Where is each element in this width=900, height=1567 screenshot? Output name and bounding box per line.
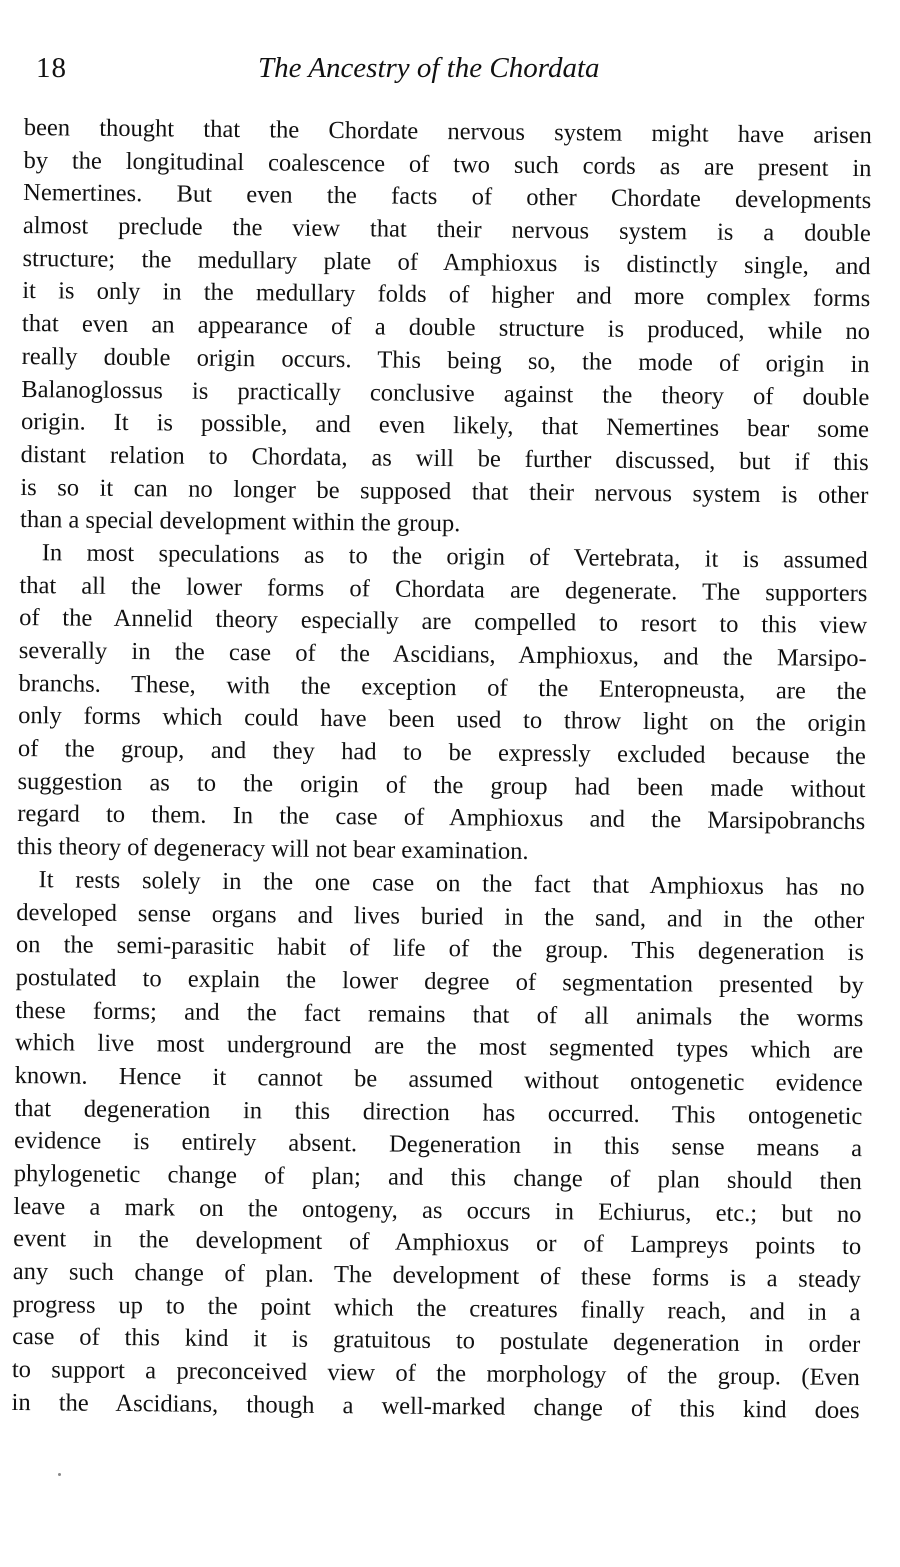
- text-line: of the Annelid theory especially are compelled to resort to this view: [19, 604, 868, 640]
- text-line: in the Ascidians, though a well-marked change of this kind does: [11, 1388, 860, 1424]
- text-line: is so it can no longer be supposed that their nervous system is other: [20, 473, 869, 509]
- text-line: on the semi-parasitic habit of life of the group. This degeneration is: [15, 931, 865, 967]
- text-line: than a special development within the group.: [19, 506, 461, 538]
- text-line: been thought that the Chordate nervous system might have arisen: [23, 113, 872, 150]
- text-line: phylogenetic change of plan; and this change of plan should then: [13, 1159, 862, 1196]
- paragraph-3: [11, 864, 864, 1428]
- text-line: only forms which could have been used to throw light on the origin: [18, 702, 867, 738]
- text-line: to support a preconceived view of the morphology of the group. (Even: [11, 1356, 861, 1392]
- text-line: branchs. These, with the exception of the Enteropneusta, are the: [18, 669, 867, 705]
- paper-speck: [58, 1473, 61, 1476]
- text-line: it is only in the medullary folds of higher and more complex forms: [22, 277, 871, 313]
- text-line: this theory of degeneracy will not bear examination.: [16, 833, 529, 866]
- text-line: progress up to the point which the creatures finally reach, and in a: [12, 1290, 861, 1326]
- text-line: of the group, and they had to be expressly excluded because the: [17, 735, 866, 771]
- text-line: that even an appearance of a double structure is produced, while no: [21, 310, 871, 346]
- text-line: postulated to explain the lower degree of segmentation presented by: [15, 963, 864, 999]
- text-line: regard to them. In the case of Amphioxus and the Marsipobranchs: [17, 800, 866, 836]
- text-line: developed sense organs and lives buried in the sand, and in the other: [16, 898, 865, 934]
- text-line: case of this kind it is gratuitous to postulate degeneration in order: [12, 1323, 861, 1359]
- text-line: these forms; and the fact remains that of all animals the worms: [15, 996, 864, 1032]
- text-line: evidence is entirely absent. Degeneration in this sense means a: [13, 1127, 863, 1163]
- text-line: which live most underground are the most segmented types which are: [14, 1029, 864, 1065]
- text-line: by the longitudinal coalescence of two such cords as are present in: [23, 146, 872, 182]
- text-line: leave a mark on the ontogeny, as occurs in Echiurus, etc.; but no: [13, 1192, 862, 1228]
- text-line: structure; the medullary plate of Amphioxus is distinctly single, and: [22, 244, 871, 280]
- text-line: distant relation to Chordata, as will be further discussed, but if this: [20, 440, 869, 476]
- text-line: Balanoglossus is practically conclusive against the theory of double: [21, 375, 870, 411]
- page-number: 18: [36, 52, 67, 84]
- text-line: In most speculations as to the origin of Vertebrata, it is assumed: [41, 539, 868, 575]
- text-line: Nemertines. But even the facts of other Chordate developments: [23, 179, 872, 215]
- running-title: The Ancestry of the Chordata: [258, 52, 600, 84]
- text-line: that all the lower forms of Chordata are degenerate. The supporters: [19, 571, 868, 607]
- text-line: severally in the case of the Ascidians, Amphioxus, and the Marsipo-: [18, 636, 867, 673]
- text-line: that degeneration in this direction has occurred. This ontogenetic: [14, 1094, 863, 1130]
- text-line: suggestion as to the origin of the group had been made without: [17, 767, 866, 803]
- text-line: It rests solely in the one case on the fact that Amphioxus has no: [38, 865, 865, 901]
- page-header: [36, 52, 856, 92]
- text-line: any such change of plan. The development of these forms is a steady: [12, 1258, 861, 1294]
- body-text: [11, 112, 872, 1428]
- text-line: almost preclude the view that their nervous system is a double: [22, 212, 872, 248]
- paragraph-1: [20, 112, 872, 545]
- text-line: origin. It is possible, and even likely, that Nemertines bear some: [20, 408, 870, 444]
- text-line: event in the development of Amphioxus or of Lampreys points to: [13, 1225, 862, 1261]
- text-line: known. Hence it cannot be assumed without ontogenetic evidence: [14, 1061, 863, 1098]
- text-line: really double origin occurs. This being so, the mode of origin in: [21, 342, 870, 378]
- paragraph-2: [17, 537, 868, 872]
